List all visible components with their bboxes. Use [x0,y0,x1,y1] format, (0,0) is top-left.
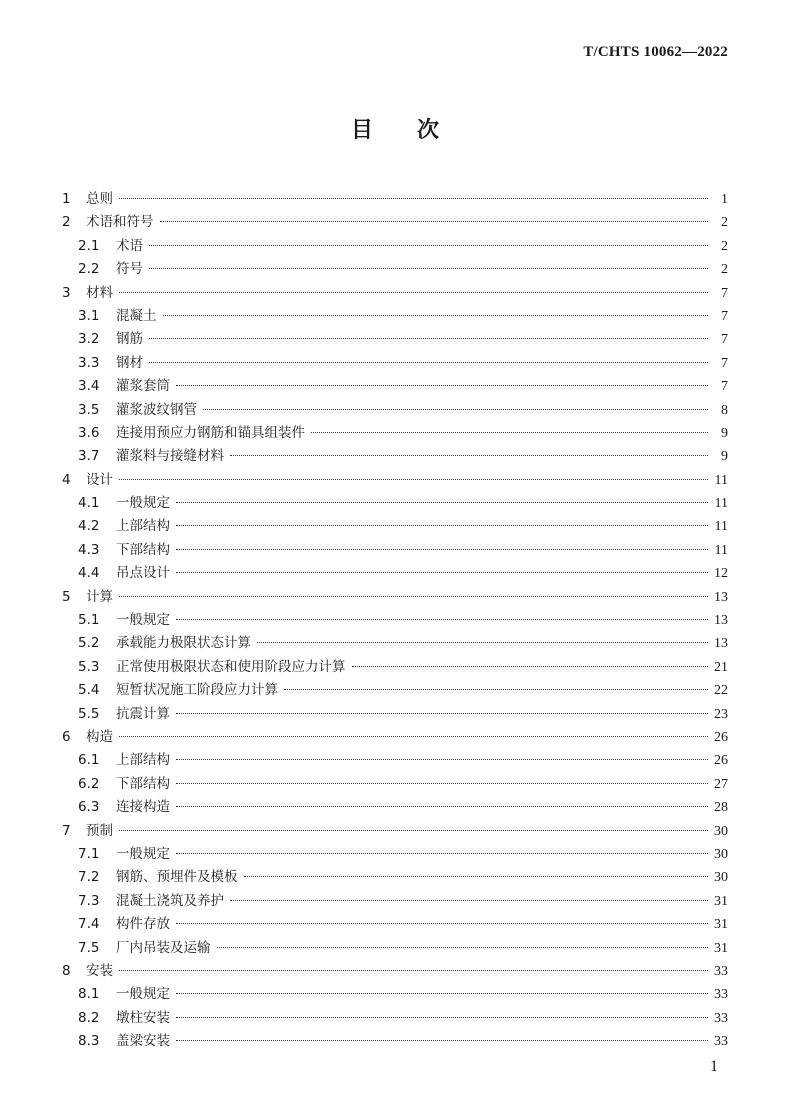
toc-entry[interactable] [62,890,728,913]
toc-entry-page: 7 [721,308,728,324]
toc-entry-page: 1 [721,192,728,207]
toc-entry[interactable] [62,609,728,632]
toc-entry-number: 3.1 [78,307,100,324]
toc-entry-number: 5.1 [78,612,100,629]
toc-dot-leader [176,502,708,503]
toc-dot-leader [257,642,708,643]
toc-entry[interactable] [62,515,728,538]
toc-dot-leader [244,876,709,877]
toc-entry-label: 一般规定 [116,845,170,862]
toc-dot-leader [176,1040,708,1041]
toc-entry-label: 混凝土浇筑及养护 [116,892,224,909]
toc-dot-leader [352,666,709,667]
toc-dot-leader [311,432,708,433]
toc-entry[interactable] [62,937,728,960]
toc-entry-number: 4.3 [78,541,100,558]
toc-entry-number: 1 [62,191,71,207]
toc-dot-leader [119,198,708,199]
toc-entry[interactable] [62,703,728,726]
toc-entry-label: 一般规定 [116,612,170,629]
toc-entry[interactable] [62,399,728,422]
toc-entry-number: 7.5 [78,939,100,956]
toc-entry-number: 5.5 [78,705,100,722]
toc-dot-leader [149,362,708,363]
toc-entry[interactable] [62,235,728,258]
toc-entry-number: 6 [62,728,71,745]
toc-dot-leader [176,525,708,526]
toc-entry-label: 一般规定 [116,986,170,1003]
toc-entry[interactable] [62,282,728,305]
toc-entry[interactable] [62,375,728,398]
toc-dot-leader [230,455,708,456]
toc-entry-page: 8 [721,402,728,418]
toc-entry[interactable] [62,843,728,866]
toc-dot-leader [284,689,708,690]
toc-entry-page: 11 [714,496,728,512]
toc-entry[interactable] [62,913,728,936]
toc-entry[interactable] [62,469,728,492]
toc-entry-page: 2 [721,262,728,278]
toc-dot-leader [176,759,708,760]
toc-dot-leader [149,268,708,269]
toc-entry-number: 6.2 [78,775,100,792]
toc-entry-number: 8.1 [78,986,100,1003]
toc-entry-label: 术语和符号 [86,214,154,231]
toc-entry-label: 灌浆套筒 [116,378,170,395]
toc-entry-page: 31 [714,917,728,933]
toc-entry-page: 33 [714,1034,728,1050]
toc-entry[interactable] [62,445,728,468]
toc-entry-label: 上部结构 [116,752,170,769]
toc-entry-page: 30 [714,846,728,862]
toc-dot-leader [176,385,708,386]
toc-dot-leader [176,549,708,550]
toc-entry-label: 吊点设计 [116,565,170,582]
toc-entry-label: 盖梁安装 [116,1033,170,1050]
toc-dot-leader [119,292,708,293]
toc-entry-number: 7.3 [78,892,100,909]
toc-entry-label: 短暂状况施工阶段应力计算 [116,682,278,699]
toc-entry-number: 5.2 [78,635,100,652]
toc-entry-label: 钢筋、预埋件及模板 [116,869,238,886]
toc-entry-page: 11 [714,472,728,488]
toc-dot-leader [119,970,708,971]
toc-entry-page: 26 [714,729,728,745]
toc-entry-number: 3.2 [78,331,100,348]
toc-dot-leader [119,736,708,737]
toc-entry-number: 8.2 [78,1009,100,1026]
toc-entry[interactable] [62,773,728,796]
toc-entry-number: 2 [62,214,71,231]
toc-entry[interactable] [62,188,728,211]
toc-entry-number: 4.1 [78,495,100,512]
toc-entry[interactable] [62,656,728,679]
toc-entry-number: 2.1 [78,237,100,254]
toc-entry-label: 材料 [86,284,113,301]
toc-entry-number: 4.2 [78,518,100,535]
toc-entry-label: 抗震计算 [116,705,170,722]
toc-entry-number: 3.4 [78,378,100,395]
toc-entry-number: 6.3 [78,799,100,816]
toc-entry[interactable] [62,820,728,843]
toc-entry[interactable] [62,1007,728,1030]
toc-entry-label: 墩柱安装 [116,1009,170,1026]
toc-entry-page: 2 [721,238,728,254]
toc-entry-number: 3 [62,284,71,301]
toc-dot-leader [230,900,708,901]
toc-entry-label: 混凝土 [116,307,157,324]
toc-entry-number: 4.4 [78,565,100,582]
toc-entry-page: 26 [714,753,728,769]
page-title-char-1: 目 [350,118,373,143]
toc-entry-number: 8.3 [78,1033,100,1050]
toc-entry-number: 3.5 [78,401,100,418]
toc-entry-number: 8 [62,962,71,979]
toc-entry-label: 下部结构 [116,775,170,792]
toc-entry-label: 符号 [116,261,143,278]
toc-entry-number: 7.4 [78,916,100,933]
toc-entry-page: 11 [714,519,728,535]
toc-entry[interactable] [62,679,728,702]
toc-entry-number: 5.4 [78,682,100,699]
toc-entry-label: 下部结构 [116,541,170,558]
toc-entry-label: 承载能力极限状态计算 [116,635,251,652]
toc-entry-label: 设计 [86,471,113,488]
toc-entry-label: 钢筋 [116,331,143,348]
standard-code: T/CHTS 10062—2022 [583,44,728,60]
toc-entry-page: 33 [714,987,728,1003]
toc-entry-page: 13 [714,636,728,652]
toc-entry[interactable] [62,258,728,281]
toc-entry-page: 23 [714,706,728,722]
toc-entry-label: 正常使用极限状态和使用阶段应力计算 [116,658,346,675]
toc-entry-label: 灌浆波纹钢管 [116,401,197,418]
toc-entry-page: 12 [714,566,728,582]
toc-dot-leader [160,221,709,222]
toc-entry-page: 28 [714,800,728,816]
toc-entry-label: 总则 [86,191,113,207]
toc-entry-label: 构造 [86,728,113,745]
toc-entry-number: 5.3 [78,658,100,675]
toc-dot-leader [176,923,708,924]
toc-entry[interactable] [62,749,728,772]
toc-entry[interactable] [62,726,728,749]
toc-dot-leader [149,245,708,246]
toc-entry-page: 7 [721,285,728,301]
toc-entry-page: 7 [721,332,728,348]
toc-entry-number: 5 [62,588,71,605]
toc-entry[interactable] [62,632,728,655]
toc-dot-leader [176,783,708,784]
toc-entry-number: 6.1 [78,752,100,769]
toc-entry[interactable] [62,983,728,1006]
toc-entry[interactable] [62,492,728,515]
toc-entry-number: 3.7 [78,448,100,465]
toc-entry[interactable] [62,562,728,585]
toc-entry-page: 7 [721,379,728,395]
toc-entry-page: 13 [714,613,728,629]
toc-entry[interactable] [62,796,728,819]
toc-entry[interactable] [62,539,728,562]
toc-entry-label: 安装 [86,962,113,979]
table-of-contents [62,188,728,1053]
toc-entry-page: 31 [714,940,728,956]
toc-entry-number: 7.1 [78,845,100,862]
toc-entry-number: 4 [62,471,71,488]
toc-entry-page: 30 [714,870,728,886]
toc-entry-number: 2.2 [78,261,100,278]
toc-entry-label: 构件存放 [116,916,170,933]
toc-dot-leader [176,993,708,994]
toc-entry-label: 连接用预应力钢筋和锚具组装件 [116,424,305,441]
toc-dot-leader [176,853,708,854]
toc-dot-leader [163,315,709,316]
toc-entry-label: 预制 [86,822,113,839]
page-title [0,113,790,144]
toc-entry[interactable] [62,211,728,234]
toc-entry-page: 9 [721,425,728,441]
toc-dot-leader [176,572,708,573]
toc-entry-page: 21 [714,659,728,675]
toc-dot-leader [149,338,708,339]
toc-entry-label: 术语 [116,237,143,254]
toc-entry[interactable] [62,305,728,328]
toc-entry-page: 11 [714,542,728,558]
toc-entry[interactable] [62,866,728,889]
toc-entry-label: 钢材 [116,354,143,371]
toc-entry-page: 13 [714,589,728,605]
toc-entry-label: 计算 [86,588,113,605]
toc-dot-leader [119,479,708,480]
toc-dot-leader [176,619,708,620]
toc-entry-page: 33 [714,963,728,979]
toc-dot-leader [203,409,708,410]
toc-dot-leader [176,1017,708,1018]
toc-entry-label: 一般规定 [116,495,170,512]
toc-entry-label: 上部结构 [116,518,170,535]
toc-entry[interactable] [62,422,728,445]
toc-entry-page: 33 [714,1010,728,1026]
toc-dot-leader [119,830,708,831]
toc-entry-page: 2 [721,215,728,231]
toc-entry[interactable] [62,328,728,351]
toc-entry-number: 3.6 [78,424,100,441]
toc-entry-page: 30 [714,823,728,839]
toc-dot-leader [119,596,708,597]
toc-entry-label: 连接构造 [116,799,170,816]
toc-entry-page: 9 [721,449,728,465]
toc-entry-number: 7.2 [78,869,100,886]
toc-entry-page: 31 [714,893,728,909]
toc-entry-number: 7 [62,822,71,839]
toc-dot-leader [217,947,709,948]
toc-entry[interactable] [62,1030,728,1053]
toc-dot-leader [176,713,708,714]
toc-dot-leader [176,806,708,807]
toc-entry-page: 27 [714,776,728,792]
toc-entry[interactable] [62,352,728,375]
page-title-char-2: 次 [417,118,440,143]
toc-entry-label: 灌浆料与接缝材料 [116,448,224,465]
toc-entry-page: 22 [714,683,728,699]
toc-entry-label: 厂内吊装及运输 [116,939,211,956]
toc-entry-number: 3.3 [78,354,100,371]
page-number: 1 [710,1058,718,1075]
toc-entry-page: 7 [721,355,728,371]
toc-entry[interactable] [62,586,728,609]
toc-entry[interactable] [62,960,728,983]
